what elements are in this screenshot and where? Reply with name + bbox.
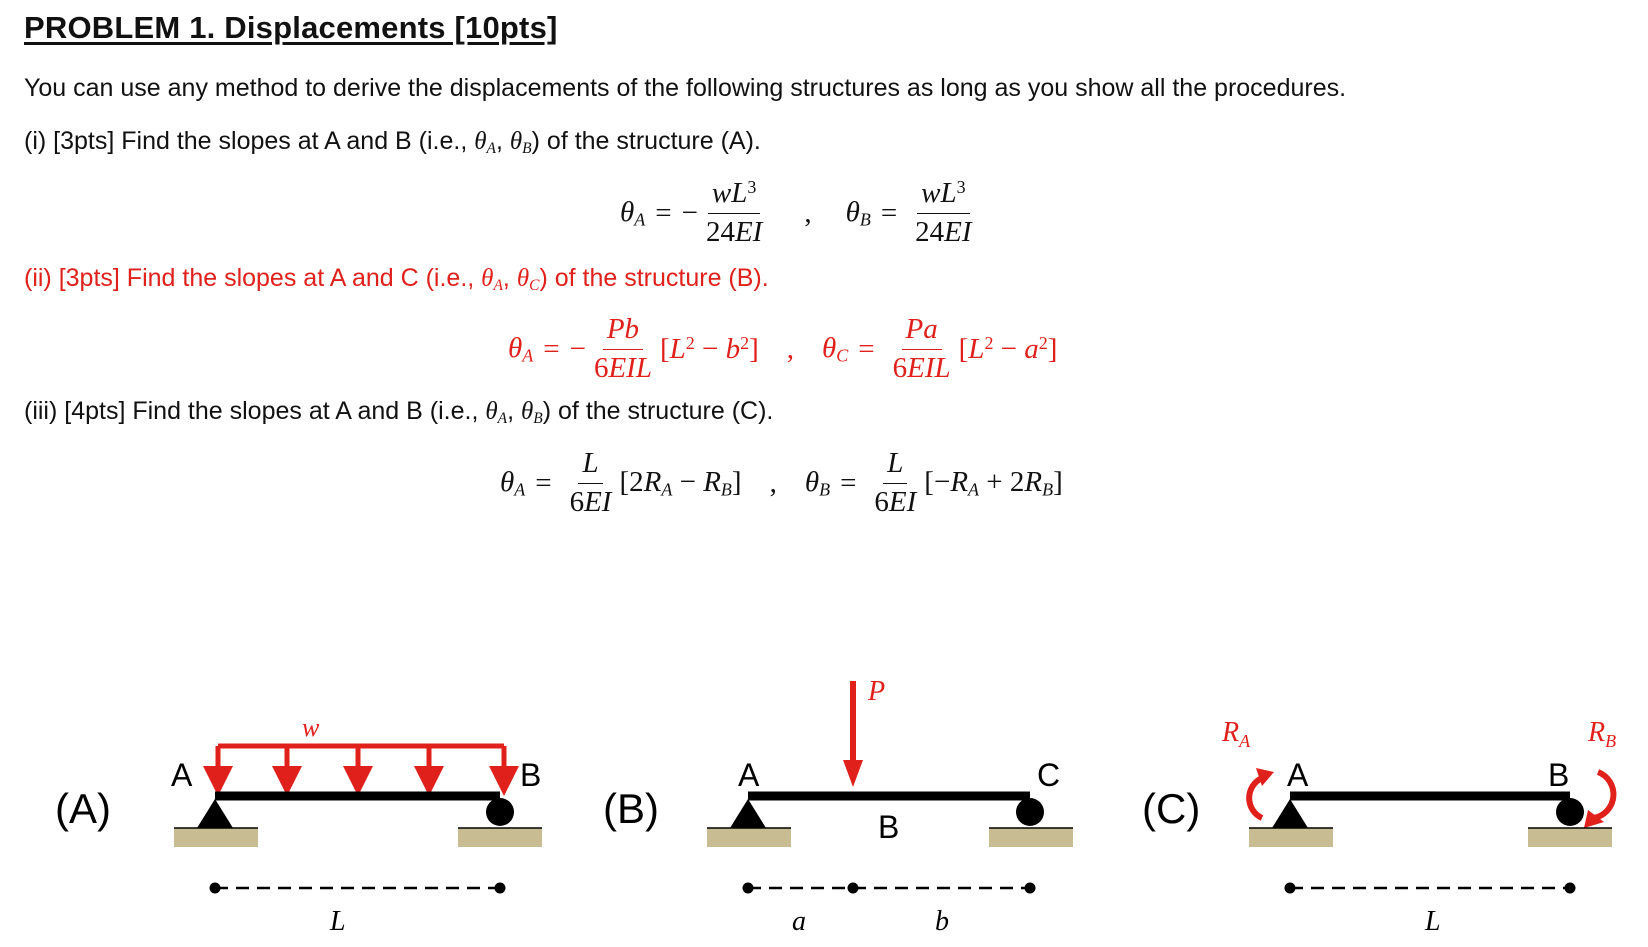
part-ii-prefix: (ii) [3pts] Find the slopes at A and C (i.e., — [24, 264, 482, 292]
part-i-suffix: ) of the structure (A). — [531, 127, 761, 155]
structure-a-node-a: A — [171, 757, 193, 793]
dimension-b-label: b — [935, 906, 949, 937]
point-load-arrow-icon — [843, 681, 863, 787]
structure-c — [1142, 717, 1616, 937]
part-iii-suffix: ) of the structure (C). — [542, 397, 774, 425]
structure-b-node-b: B — [878, 809, 900, 845]
structure-c-node-b: B — [1548, 757, 1570, 793]
dimension-a-label: a — [792, 906, 806, 937]
moment-rb-label: $R_B$ — [1588, 717, 1617, 751]
structure-b-label: (B) — [603, 785, 659, 832]
structure-c-label: (C) — [1142, 785, 1201, 832]
part-i-question: (i) [3pts] Find the slopes at A and B (i.e., $\theta_A$, $\theta_B$) of the structure (A). — [24, 127, 761, 157]
structure-b-node-a: A — [738, 757, 760, 793]
pin-support-icon — [707, 799, 791, 847]
length-l-label-c: L — [1425, 906, 1441, 937]
part-iii-prefix: (iii) [4pts] Find the slopes at A and B (i.e., — [24, 397, 486, 425]
structure-a-label: (A) — [55, 785, 111, 832]
part-ii-suffix: ) of the structure (B). — [539, 264, 769, 292]
moment-arrow-icon — [1584, 772, 1613, 828]
part-i-prefix: (i) [3pts] Find the slopes at A and B (i.e., — [24, 127, 475, 155]
structure-c-node-a: A — [1287, 757, 1309, 793]
part-iii-question: (iii) [4pts] Find the slopes at A and B (i.e., $\theta_A$, $\theta_B$) of the structure (C). — [24, 397, 774, 427]
load-w-label: w — [302, 713, 320, 742]
structure-a — [55, 713, 542, 937]
part-ii-question: (ii) [3pts] Find the slopes at A and C (i.e., $\theta_A$, $\theta_C$) of the structure (B). — [24, 264, 769, 294]
distributed-load — [218, 746, 504, 781]
structure-a-node-b: B — [520, 757, 542, 793]
moment-ra-label: $R_A$ — [1222, 717, 1251, 751]
length-l-label-a: L — [330, 906, 346, 937]
roller-support-icon — [458, 798, 542, 847]
load-p-label: P — [868, 676, 886, 707]
roller-support-icon — [989, 798, 1073, 847]
pin-support-icon — [174, 799, 258, 847]
problem-intro: You can use any method to derive the displacements of the following structures as long as you show all the procedures. — [24, 74, 1347, 102]
problem-title: PROBLEM 1. Displacements [10pts] — [24, 10, 558, 45]
equation-part-iii: $\theta_A$ = $\frac{L}{6EI}$ $[2R_A - R_B]$ , $\theta_B$ = $\frac{L}{6EI}$ $[-R_A + 2R_B]$ — [500, 447, 1063, 518]
structure-b-node-c: C — [1037, 757, 1061, 793]
structure-b — [603, 676, 1073, 937]
pin-support-icon — [1249, 799, 1333, 847]
equation-part-ii: $\theta_A$ = − $\frac{Pb}{\text{6EIL}}$ $[L^2 - b^2]$ , $\theta_C$ = $\frac{Pa}{\text{6EIL}}$ $[L^2 - a^2]$ — [508, 313, 1058, 384]
equation-part-i: $\theta_A$ = − $\frac{wL^3}{24EI}$ , $\theta_B$ = $\frac{wL^3}{24EI}$ — [620, 177, 972, 248]
moment-arrow-icon — [1249, 768, 1274, 818]
